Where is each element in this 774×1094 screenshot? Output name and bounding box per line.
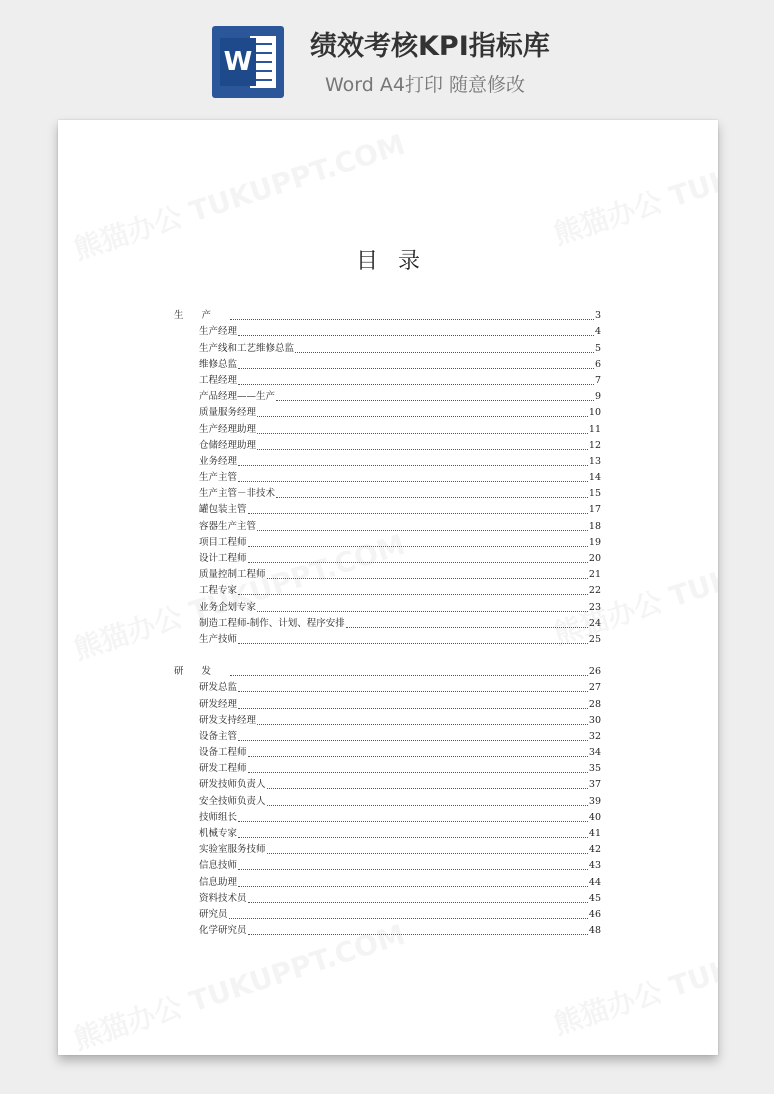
table-of-contents — [174, 306, 601, 937]
toc-entry-title: 生产技师 — [199, 633, 238, 645]
toc-page-number: 30 — [588, 714, 601, 726]
toc-entry-title: 技师组长 — [199, 811, 238, 823]
toc-entry-title: 生产经理助理 — [199, 423, 257, 435]
toc-entry[interactable] — [174, 743, 601, 759]
toc-entry-title: 产品经理——生产 — [199, 391, 276, 403]
toc-entry[interactable] — [174, 516, 601, 532]
toc-entry[interactable] — [174, 921, 601, 937]
toc-entry[interactable] — [174, 759, 601, 775]
toc-entry[interactable] — [174, 856, 601, 872]
toc-entry-title: 安全技师负责人 — [199, 795, 266, 807]
dot-leader — [257, 529, 588, 531]
toc-page-number: 46 — [588, 908, 601, 920]
banner-title: 绩效考核KPI指标库 — [310, 31, 550, 62]
toc-page-number: 9 — [594, 391, 601, 403]
toc-page-number: 13 — [588, 455, 601, 467]
toc-page-number: 35 — [588, 763, 601, 775]
toc-entry-title: 生产主管－非技术 — [199, 488, 276, 500]
toc-page-number: 17 — [588, 504, 601, 516]
toc-entry[interactable] — [174, 840, 601, 856]
dot-leader — [276, 399, 594, 401]
dot-leader — [238, 383, 594, 385]
toc-page-number: 41 — [588, 828, 601, 839]
toc-entry[interactable] — [174, 711, 601, 727]
toc-entry-title: 设备主管 — [199, 730, 238, 742]
toc-page-number: 37 — [588, 779, 601, 791]
toc-page-number: 45 — [588, 892, 601, 904]
toc-entry[interactable] — [174, 500, 601, 516]
toc-entry[interactable] — [174, 775, 601, 791]
dot-leader — [238, 820, 588, 822]
toc-entry[interactable] — [174, 808, 601, 824]
dot-leader — [276, 496, 588, 498]
toc-entry-title: 生产线和工艺维修总监 — [199, 342, 295, 354]
toc-page-number: 12 — [588, 439, 601, 451]
dot-leader — [238, 707, 588, 709]
toc-entry[interactable] — [174, 727, 601, 743]
dot-leader — [257, 723, 588, 725]
dot-leader — [257, 415, 588, 417]
dot-leader — [238, 868, 588, 870]
toc-entry[interactable] — [174, 694, 601, 710]
toc-page-number: 39 — [588, 795, 601, 807]
toc-entry[interactable] — [174, 824, 601, 840]
toc-page-number: 34 — [588, 747, 601, 759]
toc-entry-title: 业务企划专家 — [199, 601, 257, 613]
dot-leader — [238, 885, 588, 887]
toc-entry-title: 制造工程师-制作、计划、程序安排 — [199, 617, 345, 629]
toc-entry[interactable] — [174, 872, 601, 888]
toc-entry[interactable] — [174, 403, 601, 419]
dot-leader — [248, 933, 588, 935]
dot-leader — [238, 464, 588, 466]
dot-leader — [229, 917, 588, 919]
toc-entry[interactable] — [174, 533, 601, 549]
toc-entry-title: 信息助理 — [199, 876, 238, 888]
toc-entry[interactable] — [174, 549, 601, 565]
toc-entry-title: 研发工程师 — [199, 763, 247, 775]
toc-entry-title: 信息技师 — [199, 860, 238, 872]
toc-page-number: 18 — [588, 520, 601, 532]
toc-entry[interactable] — [174, 338, 601, 354]
toc-entry-title: 质量服务经理 — [199, 407, 257, 419]
dot-leader — [257, 448, 588, 450]
dot-leader — [230, 318, 594, 320]
toc-page-number: 32 — [588, 730, 601, 742]
toc-entry[interactable] — [174, 371, 601, 387]
toc-entry-title: 罐包装主管 — [199, 504, 247, 516]
toc-entry[interactable] — [174, 436, 601, 452]
toc-page-number: 14 — [588, 472, 601, 484]
toc-page-number: 10 — [588, 407, 601, 419]
toc-page-number: 48 — [588, 925, 601, 937]
toc-entry-title: 生产主管 — [199, 472, 238, 484]
dot-leader — [238, 367, 594, 369]
toc-page-number: 6 — [594, 358, 601, 370]
toc-page-number: 5 — [594, 342, 601, 354]
dot-leader — [257, 610, 588, 612]
toc-entry-title: 生产经理 — [199, 326, 238, 338]
toc-page-number: 11 — [588, 423, 601, 435]
toc-entry-title: 研发总监 — [199, 682, 238, 694]
toc-entry-title: 质量控制工程师 — [199, 569, 266, 581]
toc-entry-title: 生产 — [174, 310, 230, 322]
toc-page-number: 15 — [588, 488, 601, 500]
dot-leader — [295, 351, 594, 353]
toc-page-number: 4 — [594, 326, 601, 338]
word-doc-icon — [212, 26, 284, 98]
toc-page-number: 23 — [588, 601, 601, 613]
header-banner — [0, 0, 774, 110]
watermark — [548, 120, 718, 253]
dot-leader — [238, 836, 588, 838]
toc-page-number: 28 — [588, 698, 601, 710]
toc-entry[interactable] — [174, 387, 601, 403]
toc-entry-title: 容器生产主管 — [199, 520, 257, 532]
toc-heading: 目录 — [355, 249, 440, 274]
dot-leader — [238, 593, 588, 595]
dot-leader — [238, 642, 588, 644]
toc-entry-title: 项目工程师 — [199, 536, 247, 548]
dot-leader — [238, 690, 588, 692]
dot-leader — [238, 739, 588, 741]
toc-entry-title: 化学研究员 — [199, 925, 247, 937]
toc-entry-title: 机械专家 — [199, 828, 238, 839]
dot-leader — [257, 432, 588, 434]
toc-page-number: 24 — [588, 617, 601, 629]
dot-leader — [238, 334, 594, 336]
toc-page-number: 7 — [594, 374, 601, 386]
toc-entry[interactable] — [174, 581, 601, 597]
toc-entry[interactable] — [174, 630, 601, 646]
toc-entry-title: 实验室服务技师 — [199, 844, 266, 856]
toc-entry[interactable] — [174, 419, 601, 435]
toc-page-number: 3 — [594, 310, 601, 322]
toc-entry-title: 工程经理 — [199, 374, 238, 386]
toc-section-entry[interactable] — [174, 306, 601, 322]
toc-page-number: 40 — [588, 811, 601, 823]
toc-entry-title: 业务经理 — [199, 455, 238, 467]
toc-page-number: 21 — [588, 569, 601, 581]
dot-leader — [267, 577, 588, 579]
toc-entry[interactable] — [174, 614, 601, 630]
dot-leader — [248, 561, 588, 563]
toc-entry-title: 研发技师负责人 — [199, 779, 266, 791]
dot-leader — [248, 545, 588, 547]
toc-entry[interactable] — [174, 791, 601, 807]
toc-entry-title: 研发经理 — [199, 698, 238, 710]
document-page — [58, 120, 718, 1055]
toc-page-number: 42 — [588, 844, 601, 856]
toc-entry[interactable] — [174, 484, 601, 500]
dot-leader — [248, 512, 588, 514]
toc-entry-title: 资料技术员 — [199, 892, 247, 904]
dot-leader — [230, 674, 588, 676]
toc-entry-title: 设备工程师 — [199, 747, 247, 759]
toc-page-number: 43 — [588, 860, 601, 872]
dot-leader — [248, 771, 588, 773]
toc-page-number: 20 — [588, 553, 601, 564]
toc-page-number: 26 — [588, 666, 601, 678]
toc-entry[interactable] — [174, 905, 601, 921]
toc-entry[interactable] — [174, 452, 601, 468]
toc-entry-title: 维修总监 — [199, 358, 238, 370]
toc-page-number: 44 — [588, 876, 601, 888]
toc-entry[interactable] — [174, 468, 601, 484]
toc-entry[interactable] — [174, 889, 601, 905]
toc-entry-title: 研究员 — [199, 908, 228, 920]
toc-entry[interactable] — [174, 678, 601, 694]
dot-leader — [346, 626, 588, 628]
dot-leader — [238, 480, 588, 482]
toc-entry[interactable] — [174, 597, 601, 613]
toc-page-number: 25 — [588, 633, 601, 645]
banner-subtitle: Word A4打印 随意修改 — [325, 74, 526, 96]
toc-entry-title: 仓储经理助理 — [199, 439, 257, 451]
toc-entry-title: 设计工程师 — [199, 553, 247, 564]
dot-leader — [267, 852, 588, 854]
word-letter: W — [220, 38, 256, 86]
toc-entry[interactable] — [174, 355, 601, 371]
toc-entry[interactable] — [174, 322, 601, 338]
toc-entry-title: 工程专家 — [199, 585, 238, 597]
toc-page-number: 19 — [588, 536, 601, 548]
toc-entry[interactable] — [174, 565, 601, 581]
dot-leader — [248, 755, 588, 757]
dot-leader — [267, 804, 588, 806]
toc-entry-title: 研发支持经理 — [199, 714, 257, 726]
toc-section-entry[interactable] — [174, 662, 601, 678]
dot-leader — [248, 901, 588, 903]
dot-leader — [267, 787, 588, 789]
toc-page-number: 22 — [588, 585, 601, 597]
toc-entry-title: 研发 — [174, 666, 230, 678]
toc-page-number: 27 — [588, 682, 601, 694]
